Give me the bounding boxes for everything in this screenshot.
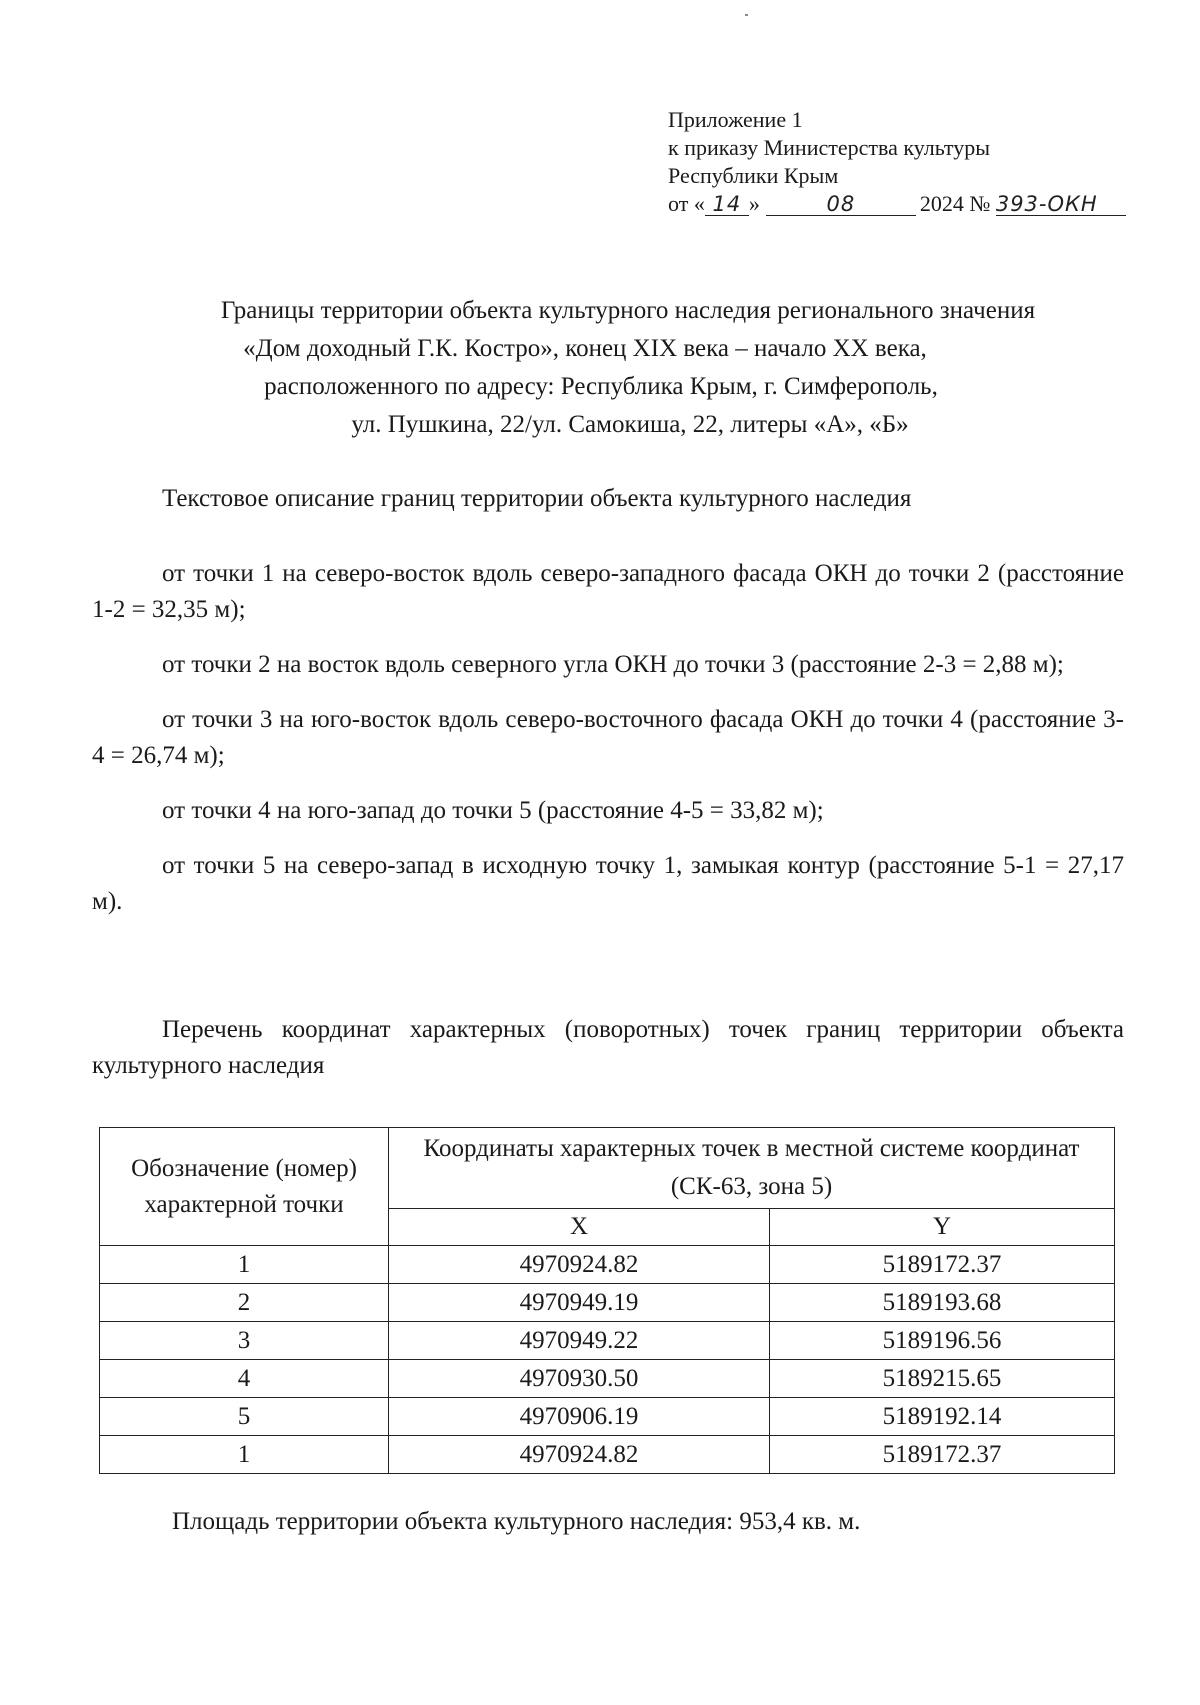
- cell-y: 5189172.37: [770, 1246, 1115, 1284]
- description-heading: Текстовое описание границ территории объекта культурного наследия: [162, 485, 912, 512]
- cell-point-number: 2: [100, 1284, 389, 1322]
- order-number-field: [996, 193, 1126, 216]
- description-paragraph: от точки 2 на восток вдоль северного угла ОКН до точки 3 (расстояние 2-3 = 2,88 м);: [162, 651, 1064, 678]
- appendix-line-2: к приказу Министерства культуры: [668, 135, 991, 160]
- cell-x: 4970949.22: [389, 1322, 770, 1360]
- cell-x: 4970924.82: [389, 1246, 770, 1284]
- date-month-handwritten: 08: [826, 192, 856, 216]
- cell-y: 5189172.37: [770, 1436, 1115, 1474]
- table-header-row: [100, 1128, 1115, 1209]
- cell-x: 4970930.50: [389, 1360, 770, 1398]
- cell-y: 5189196.56: [770, 1322, 1115, 1360]
- description-paragraph: от точки 5 на северо-запад в исходную точку 1, замыкая контур (расстояние 5-1 = 27,17 м).: [92, 852, 1124, 915]
- order-number-handwritten: 393-ОКН: [995, 192, 1098, 216]
- date-prefix: от «: [668, 191, 705, 216]
- header-point-number: Обозначение (номер) характерной точки: [100, 1128, 389, 1246]
- header-coordinates: Координаты характерных точек в местной системе координат (СК-63, зона 5): [389, 1128, 1115, 1209]
- appendix-block: [668, 106, 1148, 218]
- document-title: [60, 292, 1160, 444]
- cell-point-number: 3: [100, 1322, 389, 1360]
- table-row: [100, 1322, 1115, 1360]
- header-y: Y: [770, 1209, 1115, 1246]
- cell-point-number: 4: [100, 1360, 389, 1398]
- title-line-3: расположенного по адресу: Республика Крым, г. Симферополь,: [264, 373, 938, 400]
- territory-area: Площадь территории объекта культурного наследия: 953,4 кв. м.: [172, 1508, 861, 1535]
- table-row: [100, 1398, 1115, 1436]
- cell-x: 4970924.82: [389, 1436, 770, 1474]
- appendix-line-1: Приложение 1: [668, 107, 803, 132]
- date-day-field: [705, 193, 749, 216]
- description-paragraph: от точки 3 на юго-восток вдоль северо-восточного фасада ОКН до точки 4 (расстояние 3-4 = 26,74 м);: [92, 706, 1124, 769]
- scan-speck: [745, 14, 748, 16]
- table-row: [100, 1436, 1115, 1474]
- title-line-4: ул. Пушкина, 22/ул. Самокиша, 22, литеры «А», «Б»: [351, 411, 909, 438]
- cell-y: 5189215.65: [770, 1360, 1115, 1398]
- title-line-1: Границы территории объекта культурного наследия регионального значения: [220, 297, 1036, 324]
- boundary-description: [92, 556, 1124, 939]
- coordinates-table: [99, 1127, 1115, 1474]
- date-day-handwritten: 14: [712, 192, 742, 216]
- cell-y: 5189192.14: [770, 1398, 1115, 1436]
- table-row: [100, 1360, 1115, 1398]
- date-year-label: 2024 №: [919, 191, 991, 216]
- appendix-date-line: [668, 190, 1148, 218]
- description-paragraph: от точки 1 на северо-восток вдоль северо-западного фасада ОКН до точки 2 (расстояние 1-2 = 32,35 м);: [92, 560, 1124, 623]
- header-x: X: [389, 1209, 770, 1246]
- coordinates-list-heading: Перечень координат характерных (поворотных) точек границ территории объекта культурного наследия: [92, 1016, 1124, 1079]
- date-day-suffix: »: [748, 191, 760, 216]
- cell-y: 5189193.68: [770, 1284, 1115, 1322]
- table-row: [100, 1246, 1115, 1284]
- cell-point-number: 1: [100, 1246, 389, 1284]
- cell-point-number: 5: [100, 1398, 389, 1436]
- title-line-2: «Дом доходный Г.К. Костро», конец XIX века – начало XX века,: [243, 335, 927, 362]
- date-month-field: [766, 193, 916, 216]
- cell-point-number: 1: [100, 1436, 389, 1474]
- appendix-line-3: Республики Крым: [668, 163, 839, 188]
- cell-x: 4970906.19: [389, 1398, 770, 1436]
- description-paragraph: от точки 4 на юго-запад до точки 5 (расстояние 4-5 = 33,82 м);: [162, 797, 824, 824]
- cell-x: 4970949.19: [389, 1284, 770, 1322]
- table-row: [100, 1284, 1115, 1322]
